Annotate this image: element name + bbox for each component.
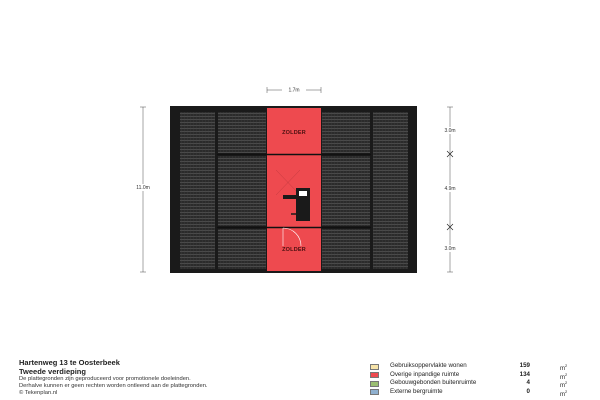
legend-label-bergruimte: Externe bergruimte xyxy=(390,387,443,395)
footer-info xyxy=(19,358,319,397)
legend-label-overige: Overige inpandige ruimte xyxy=(390,370,460,378)
dimension-total-height-label: 11.0m xyxy=(136,185,150,191)
room-label-zolder-bottom: ZOLDER xyxy=(282,247,306,253)
dimension-segment-top-label: 3.0m xyxy=(444,128,456,134)
disclaimer-line-2: Derhalve kunnen er geen rechten worden ontleend aan de plattegronden. xyxy=(19,383,208,389)
legend-row-bergruimte xyxy=(370,388,580,397)
legend-value-buitenruimte: 4 xyxy=(526,379,530,386)
dimension-right-segments xyxy=(441,107,459,272)
legend-value-overige: 134 xyxy=(519,370,530,378)
legend-label-buitenruimte: Gebouwgebonden buitenruimte xyxy=(390,379,477,386)
dimension-top-width-label: 1.7m xyxy=(288,87,300,94)
roof-panel-inner-left-middle xyxy=(218,156,266,226)
legend-unit-buitenruimte: $m^2$ xyxy=(560,380,568,389)
disclaimer-line-1: De plattegronden zijn geproduceerd voor promotionele doeleinden. xyxy=(19,376,191,382)
legend-value-bergruimte: 0 xyxy=(526,387,530,395)
legend-unit-overige: $m^2$ xyxy=(560,371,568,381)
roof-panel-inner-right-bottom xyxy=(322,229,370,269)
legend-value-wonen: 159 xyxy=(519,362,530,369)
legend-label-wonen: Gebruiksoppervlakte wonen xyxy=(390,362,467,369)
dimension-segment-middle-label: 4.9m xyxy=(444,186,456,192)
legend-row-wonen xyxy=(370,362,580,371)
roof-panel-inner-left-bottom xyxy=(218,229,266,269)
legend-swatch-buitenruimte xyxy=(370,381,379,387)
legend-swatch-bergruimte xyxy=(370,389,379,395)
floor-name: Tweede verdieping xyxy=(19,367,86,376)
dimension-total-height xyxy=(133,107,153,272)
dimension-top-width xyxy=(267,87,321,94)
roof-panel-left xyxy=(180,112,215,269)
area-legend xyxy=(370,362,580,396)
legend-row-buitenruimte xyxy=(370,379,580,388)
roof-panel-inner-left-top xyxy=(218,112,266,153)
legend-swatch-overige xyxy=(370,372,379,378)
property-title: Hartenweg 13 te Oosterbeek xyxy=(19,358,120,367)
dimension-segment-bottom-label: 3.0m xyxy=(444,246,456,252)
legend-unit-bergruimte: $m^2$ xyxy=(560,388,568,398)
legend-swatch-wonen xyxy=(370,364,379,370)
legend-row-overige xyxy=(370,371,580,380)
copyright-text: © Tekenplan.nl xyxy=(19,390,58,396)
roof-panel-right xyxy=(373,112,408,269)
roof-panel-inner-right-middle xyxy=(322,156,370,226)
legend-unit-wonen: $m^2$ xyxy=(560,363,568,372)
roof-panel-inner-right-top xyxy=(322,112,370,153)
room-label-zolder-top: ZOLDER xyxy=(282,130,306,136)
